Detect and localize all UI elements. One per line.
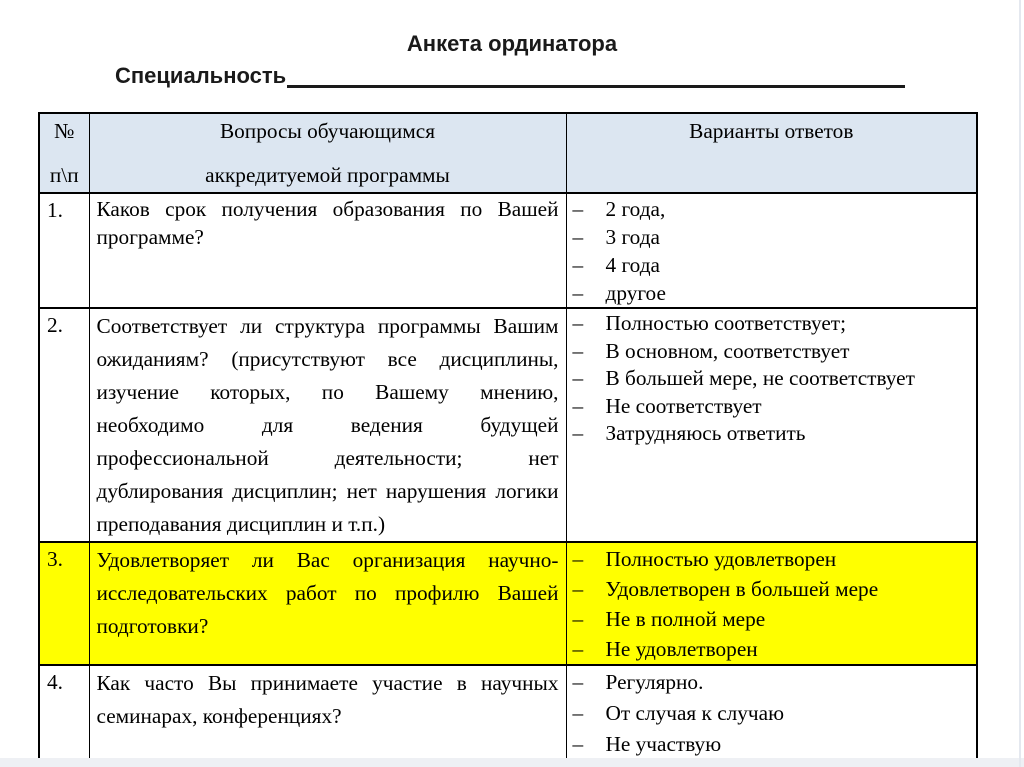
- answer-option: [573, 698, 973, 729]
- question-cell: Соответствует ли структура программы Вашим ожиданиям? (присутствуют все дисциплины, изучение которых, по Вашему мнению, необходимо для ведения будущей профессиональной деятельности; нет дублирования дисциплин; нет нарушения логики преподавания дисциплин и т.п.): [89, 308, 566, 542]
- answer-option: [573, 393, 973, 421]
- answer-option: [573, 544, 973, 574]
- dash-marker: –: [572, 577, 584, 601]
- answer-option: [573, 420, 973, 448]
- question-cell: Каков срок получения образования по Вашей программе?: [89, 193, 566, 308]
- answer-text: Не в полной мере: [605, 607, 766, 631]
- answer-text: 4 года: [605, 253, 661, 277]
- answer-option: [573, 223, 973, 251]
- answer-text: Полностью соответствует;: [605, 311, 847, 335]
- row-number-cell: 3.: [39, 542, 89, 665]
- dash-marker: –: [572, 670, 584, 694]
- page-title: Анкета ординатора: [406, 31, 618, 56]
- row-number-cell: 2.: [39, 308, 89, 542]
- dash-marker: –: [572, 607, 584, 631]
- answers-cell: [566, 308, 977, 542]
- answer-text: Не удовлетворен: [605, 637, 758, 661]
- table-body: [39, 193, 977, 761]
- answer-text: 2 года,: [605, 197, 666, 221]
- slide-right-edge: [1019, 0, 1021, 767]
- answer-option: [573, 604, 973, 634]
- answer-text: В основном, соответствует: [605, 338, 850, 363]
- answer-option: [573, 574, 973, 604]
- answer-text: 3 года: [605, 225, 661, 249]
- answer-text: Регулярно.: [605, 670, 704, 694]
- answer-text: В большей мере, не соответствует: [605, 366, 915, 390]
- dash-marker: –: [572, 197, 584, 221]
- dash-marker: –: [572, 253, 584, 277]
- dash-marker: –: [572, 366, 584, 390]
- answers-cell: [566, 542, 977, 665]
- answers-cell: [566, 193, 977, 308]
- dash-marker: –: [572, 732, 584, 756]
- answers-cell: [566, 665, 977, 761]
- answer-text: Не участвую: [605, 732, 722, 756]
- table-row: [39, 542, 977, 665]
- header-answers-label: Варианты ответов: [689, 119, 854, 143]
- slide-bottom-edge: [0, 758, 1024, 767]
- row-number-cell: 1.: [39, 193, 89, 308]
- answer-option: [573, 365, 973, 393]
- dash-marker: –: [572, 701, 584, 725]
- header-questions-cell: [89, 113, 566, 193]
- header-questions-line2: аккредитуемой программы: [205, 163, 450, 187]
- dash-marker: –: [572, 225, 584, 249]
- question-cell: Как часто Вы принимаете участие в научных семинарах, конференциях?: [89, 665, 566, 761]
- dash-marker: –: [572, 393, 584, 418]
- dash-marker: –: [572, 311, 584, 335]
- answer-text: Не соответствует: [605, 393, 762, 418]
- answer-text: другое: [605, 281, 666, 305]
- table-row: [39, 308, 977, 542]
- header-answers-cell: [566, 113, 977, 193]
- row-number-cell: 4.: [39, 665, 89, 761]
- table-row: [39, 665, 977, 761]
- specialty-label: Специальность: [115, 63, 287, 88]
- header-num-cell: [39, 113, 89, 193]
- header-num-line2: п\п: [49, 163, 79, 187]
- dash-marker: –: [572, 547, 584, 571]
- answer-option: [573, 729, 973, 760]
- answer-text: От случая к случаю: [605, 701, 784, 725]
- dash-marker: –: [572, 281, 584, 305]
- questionnaire-table: [38, 112, 978, 762]
- answer-option: [573, 251, 973, 279]
- table-header-row: [39, 113, 977, 193]
- table-row: [39, 193, 977, 308]
- answer-option: [573, 634, 973, 664]
- dash-marker: –: [572, 421, 584, 445]
- question-cell: Удовлетворяет ли Вас организация научно-исследовательских работ по профилю Вашей подготовки?: [89, 542, 566, 665]
- specialty-line: [115, 62, 905, 90]
- answer-text: Затрудняюсь ответить: [605, 421, 806, 445]
- answer-option: [573, 667, 973, 698]
- answer-text: Полностью удовлетворен: [605, 547, 837, 571]
- dash-marker: –: [572, 637, 584, 661]
- answer-option: [573, 195, 973, 223]
- answer-option: [573, 310, 973, 338]
- dash-marker: –: [572, 338, 584, 363]
- answer-option: [573, 279, 973, 307]
- header-questions-line1: Вопросы обучающимся: [219, 119, 436, 143]
- header-num-line1: №: [54, 119, 75, 143]
- specialty-blank-underline: [287, 85, 905, 88]
- answer-text: Удовлетворен в большей мере: [605, 577, 879, 601]
- answer-option: [573, 338, 973, 366]
